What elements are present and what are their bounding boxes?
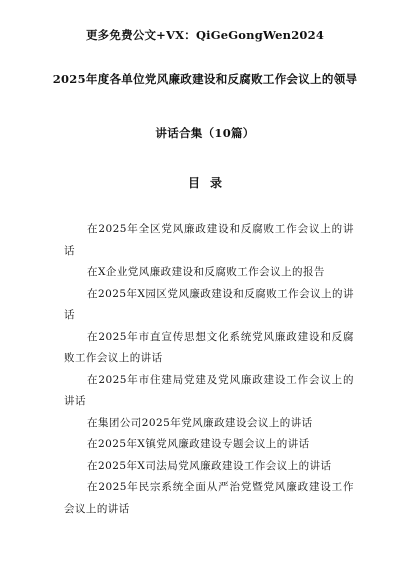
toc-item[interactable]: 在2025年市直宣传思想文化系统党风廉政建设和反腐败工作会议上的讲话	[64, 330, 354, 364]
toc-item[interactable]: 在X企业党风廉政建设和反腐败工作会议上的报告	[87, 266, 325, 278]
toc-item[interactable]: 在2025年市住建局党建及党风廉政建设工作会议上的讲话	[64, 373, 354, 407]
toc-heading: 目录	[187, 176, 232, 190]
promo-header: 更多免费公文+VX：QiGeGongWen2024	[85, 28, 325, 42]
toc-item[interactable]: 在2025年全区党风廉政建设和反腐败工作会议上的讲话	[64, 223, 354, 257]
toc-item[interactable]: 在2025年X镇党风廉政建设专题会议上的讲话	[87, 438, 310, 450]
toc-item[interactable]: 在2025年X司法局党风廉政建设工作会议上的讲话	[87, 459, 332, 472]
document-title: 2025年度各单位党风廉政建设和反腐败工作会议上的领导	[52, 72, 358, 86]
toc-item[interactable]: 在集团公司2025年党风廉政建设会议上的讲话	[87, 416, 313, 429]
table-of-contents	[64, 219, 354, 520]
toc-item[interactable]: 在2025年民宗系统全面从严治党暨党风廉政建设工作会议上的讲话	[64, 481, 354, 515]
toc-item[interactable]: 在2025年X园区党风廉政建设和反腐败工作会议上的讲话	[64, 287, 354, 321]
document-subtitle: 讲话合集（10篇）	[155, 126, 255, 140]
